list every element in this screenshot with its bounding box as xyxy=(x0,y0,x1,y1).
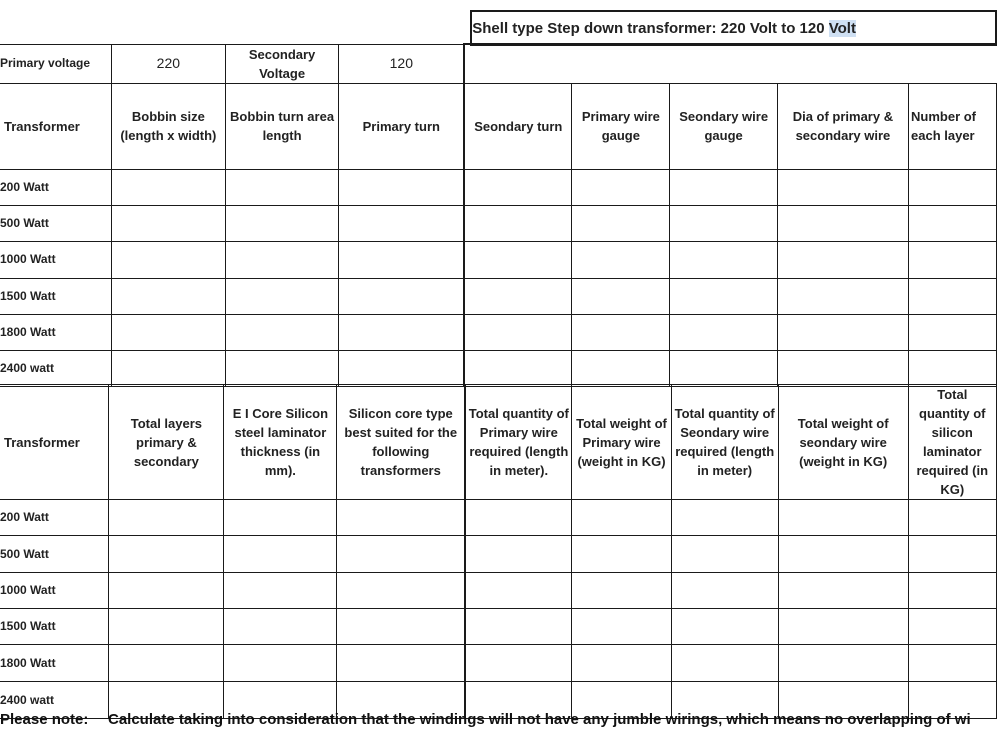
sheet-title-highlight: Volt xyxy=(828,19,856,37)
row-label[interactable]: 500 Watt xyxy=(0,205,111,241)
title-row xyxy=(0,10,997,46)
row-label[interactable]: 1000 Watt xyxy=(0,241,111,278)
cell[interactable] xyxy=(464,205,571,241)
cell[interactable] xyxy=(111,350,225,386)
cell[interactable] xyxy=(671,645,778,682)
cell[interactable] xyxy=(777,314,908,350)
cell[interactable] xyxy=(670,278,777,314)
cell[interactable] xyxy=(339,350,465,386)
table-row xyxy=(0,169,997,205)
cell[interactable] xyxy=(908,645,996,682)
cell[interactable] xyxy=(225,169,338,205)
cell[interactable] xyxy=(778,536,908,573)
upper-header-layers[interactable]: Number of each layer xyxy=(909,83,997,169)
voltage-row-blank[interactable] xyxy=(464,44,996,83)
cell[interactable] xyxy=(572,573,671,609)
table-row xyxy=(0,205,997,241)
cell[interactable] xyxy=(671,609,778,645)
upper-header-row xyxy=(0,83,997,169)
table-row xyxy=(0,278,997,314)
cell[interactable] xyxy=(111,241,225,278)
row-label[interactable]: 2400 watt xyxy=(0,682,109,719)
cell[interactable] xyxy=(572,314,670,350)
row-label[interactable]: 2400 watt xyxy=(0,350,111,386)
title-blank-cell xyxy=(0,11,471,45)
cell[interactable] xyxy=(224,573,337,609)
cell[interactable] xyxy=(572,536,671,573)
cell[interactable] xyxy=(464,350,571,386)
cell[interactable] xyxy=(572,169,670,205)
cell[interactable] xyxy=(778,573,908,609)
lower-header-laminator-qty[interactable]: Total quantity of silicon laminator required (in KG) xyxy=(908,385,996,500)
cell[interactable] xyxy=(109,536,224,573)
lower-header-primary-weight[interactable]: Total weight of Primary wire (weight in KG) xyxy=(572,385,671,500)
cell[interactable] xyxy=(465,609,572,645)
lower-header-primary-qty[interactable]: Total quantity of Primary wire required (length in meter). xyxy=(465,385,572,500)
cell[interactable] xyxy=(777,350,908,386)
cell[interactable] xyxy=(337,500,465,536)
table-row xyxy=(0,500,997,536)
cell[interactable] xyxy=(339,205,465,241)
lower-table xyxy=(0,384,997,719)
cell[interactable] xyxy=(224,609,337,645)
upper-header-transformer[interactable]: Transformer xyxy=(0,83,111,169)
sheet-title[interactable] xyxy=(471,11,996,45)
cell[interactable] xyxy=(464,169,571,205)
lower-header-transformer[interactable]: Transformer xyxy=(0,385,109,500)
cell[interactable] xyxy=(572,500,671,536)
cell[interactable] xyxy=(671,536,778,573)
cell[interactable] xyxy=(111,278,225,314)
cell[interactable] xyxy=(339,278,465,314)
table-row xyxy=(0,350,997,386)
cell[interactable] xyxy=(572,278,670,314)
cell[interactable] xyxy=(572,241,670,278)
cell[interactable] xyxy=(909,314,997,350)
cell[interactable] xyxy=(465,645,572,682)
note-row[interactable] xyxy=(0,709,1000,735)
cell[interactable] xyxy=(464,278,571,314)
cell[interactable] xyxy=(465,536,572,573)
note-text: Calculate taking into consideration that the windings will not have any jumble wirings, which means no overlapping of wi xyxy=(108,711,971,728)
cell[interactable] xyxy=(778,500,908,536)
cell[interactable] xyxy=(111,169,225,205)
cell[interactable] xyxy=(572,205,670,241)
cell[interactable] xyxy=(339,314,465,350)
row-label[interactable]: 1800 Watt xyxy=(0,314,111,350)
cell[interactable] xyxy=(224,500,337,536)
primary-voltage-label[interactable]: Primary voltage xyxy=(0,44,111,83)
table-row xyxy=(0,645,997,682)
row-label[interactable]: 200 Watt xyxy=(0,500,109,536)
cell[interactable] xyxy=(224,536,337,573)
upper-header-secondary-gauge[interactable]: Seondary wire gauge xyxy=(670,83,777,169)
primary-voltage-value[interactable]: 220 xyxy=(111,44,225,83)
cell[interactable] xyxy=(908,500,996,536)
cell[interactable] xyxy=(671,500,778,536)
cell[interactable] xyxy=(777,278,908,314)
cell[interactable] xyxy=(777,205,908,241)
cell[interactable] xyxy=(670,350,777,386)
cell[interactable] xyxy=(909,278,997,314)
upper-header-primary-gauge[interactable]: Primary wire gauge xyxy=(572,83,670,169)
cell[interactable] xyxy=(909,350,997,386)
table-row xyxy=(0,573,997,609)
note-label: Please note: xyxy=(0,711,89,728)
cell[interactable] xyxy=(777,169,908,205)
upper-header-secondary-turn[interactable]: Seondary turn xyxy=(464,83,571,169)
cell[interactable] xyxy=(908,536,996,573)
cell[interactable] xyxy=(465,573,572,609)
cell[interactable] xyxy=(225,241,338,278)
upper-header-wire-dia[interactable]: Dia of primary & secondary wire xyxy=(777,83,908,169)
secondary-voltage-label[interactable]: Secondary Voltage xyxy=(225,44,338,83)
row-label[interactable]: 1800 Watt xyxy=(0,645,109,682)
lower-header-laminator-thickness[interactable]: E I Core Silicon steel laminator thickness (in mm). xyxy=(224,385,337,500)
cell[interactable] xyxy=(225,205,338,241)
lower-header-secondary-qty[interactable]: Total quantity of Seondary wire required (length in meter) xyxy=(671,385,778,500)
cell[interactable] xyxy=(109,500,224,536)
cell[interactable] xyxy=(778,645,908,682)
upper-header-bobbin-size[interactable]: Bobbin size (length x width) xyxy=(111,83,225,169)
upper-header-primary-turn[interactable]: Primary turn xyxy=(339,83,465,169)
row-label[interactable]: 500 Watt xyxy=(0,536,109,573)
cell[interactable] xyxy=(337,573,465,609)
cell[interactable] xyxy=(670,314,777,350)
cell[interactable] xyxy=(671,573,778,609)
cell[interactable] xyxy=(464,241,571,278)
cell[interactable] xyxy=(670,169,777,205)
table-row xyxy=(0,241,997,278)
cell[interactable] xyxy=(337,536,465,573)
row-label[interactable]: 200 Watt xyxy=(0,169,111,205)
row-label[interactable]: 1500 Watt xyxy=(0,278,111,314)
upper-table xyxy=(0,43,997,387)
cell[interactable] xyxy=(777,241,908,278)
cell[interactable] xyxy=(909,241,997,278)
cell[interactable] xyxy=(778,609,908,645)
cell[interactable] xyxy=(109,645,224,682)
upper-header-bobbin-turn-area[interactable]: Bobbin turn area length xyxy=(225,83,338,169)
cell[interactable] xyxy=(337,609,465,645)
cell[interactable] xyxy=(464,314,571,350)
cell[interactable] xyxy=(908,609,996,645)
lower-header-secondary-weight[interactable]: Total weight of seondary wire (weight in KG) xyxy=(778,385,908,500)
lower-header-core-type[interactable]: Silicon core type best suited for the following transformers xyxy=(337,385,465,500)
cell[interactable] xyxy=(465,500,572,536)
row-label[interactable]: 1000 Watt xyxy=(0,573,109,609)
lower-header-total-layers[interactable]: Total layers primary & secondary xyxy=(109,385,224,500)
cell[interactable] xyxy=(670,205,777,241)
row-label[interactable]: 1500 Watt xyxy=(0,609,109,645)
voltage-row xyxy=(0,44,997,83)
table-row xyxy=(0,536,997,573)
cell[interactable] xyxy=(572,609,671,645)
cell[interactable] xyxy=(909,169,997,205)
sheet-title-text: Shell type Step down transformer: 220 Volt to 120 xyxy=(472,19,829,37)
cell[interactable] xyxy=(339,241,465,278)
cell[interactable] xyxy=(225,350,338,386)
cell[interactable] xyxy=(225,278,338,314)
table-row xyxy=(0,609,997,645)
cell[interactable] xyxy=(909,205,997,241)
cell[interactable] xyxy=(224,645,337,682)
cell[interactable] xyxy=(908,573,996,609)
cell[interactable] xyxy=(225,314,338,350)
cell[interactable] xyxy=(572,645,671,682)
secondary-voltage-value[interactable]: 120 xyxy=(339,44,465,83)
cell[interactable] xyxy=(109,609,224,645)
cell[interactable] xyxy=(111,314,225,350)
cell[interactable] xyxy=(337,645,465,682)
cell[interactable] xyxy=(339,169,465,205)
cell[interactable] xyxy=(572,350,670,386)
lower-header-row xyxy=(0,385,997,500)
cell[interactable] xyxy=(111,205,225,241)
table-row xyxy=(0,314,997,350)
cell[interactable] xyxy=(109,573,224,609)
cell[interactable] xyxy=(670,241,777,278)
